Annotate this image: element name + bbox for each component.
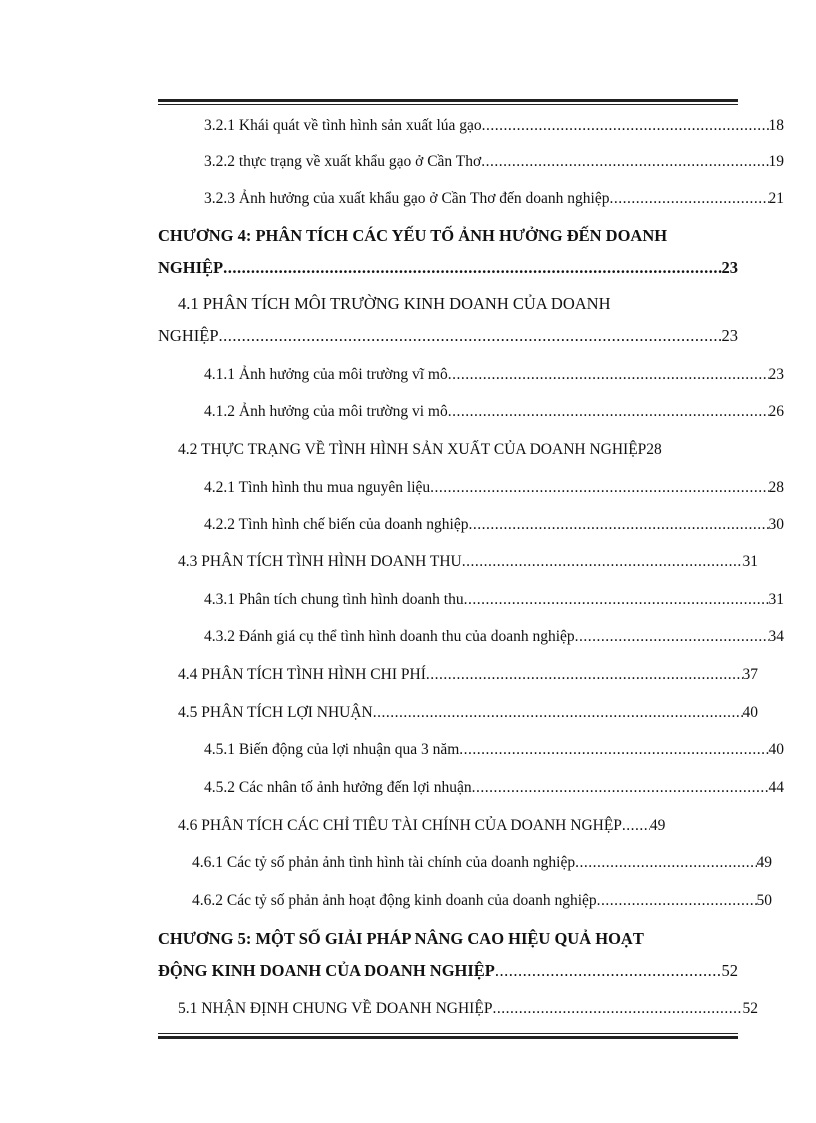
page-number: 18 xyxy=(768,117,784,134)
page-number: 21 xyxy=(768,190,784,207)
toc-section-5-1[interactable]: 5.1 NHẬN ĐỊNH CHUNG VỀ DOANH NGHIỆP ..... 52 xyxy=(158,999,758,1019)
dot-leader xyxy=(597,891,757,911)
toc-entry-3-2-3[interactable]: 3.2.3 Ảnh hưởng của xuất khẩu gạo ở Cần Thơ đến doanh nghiệp ..... 21 xyxy=(158,189,784,209)
dot-leader xyxy=(430,478,768,498)
dot-leader xyxy=(223,258,721,278)
dot-leader xyxy=(575,853,756,873)
dot-leader xyxy=(622,816,650,836)
toc-section-4-2[interactable]: 4.2 THỰC TRẠNG VỀ TÌNH HÌNH SẢN XUẤT CỦA DOANH NGHIỆP 28 xyxy=(178,441,662,458)
dot-leader xyxy=(610,189,769,209)
page-number: 23 xyxy=(721,258,738,277)
page-number: 31 xyxy=(742,553,758,570)
page-number: 31 xyxy=(768,591,784,608)
page-number: 52 xyxy=(721,961,738,980)
toc-section-4-5[interactable]: 4.5 PHÂN TÍCH LỢI NHUẬN ..... 40 xyxy=(158,703,758,723)
page-number: 44 xyxy=(768,779,784,796)
section-title: 4.1 PHÂN TÍCH MÔI TRƯỜNG KINH DOANH CỦA DOANH xyxy=(178,294,611,313)
dot-leader xyxy=(462,552,743,572)
page-number: 28 xyxy=(646,441,662,458)
dot-leader xyxy=(219,326,722,346)
page-number: 49 xyxy=(756,854,772,871)
toc-entry-4-2-2[interactable]: 4.2.2 Tình hình chế biến của doanh nghiệp ..... 30 xyxy=(158,515,784,535)
toc-entry-4-1-2[interactable]: 4.1.2 Ảnh hưởng của môi trường vi mô ..... 26 xyxy=(158,402,784,422)
bottom-double-rule xyxy=(158,1033,738,1039)
page-number: 30 xyxy=(768,516,784,533)
page-number: 37 xyxy=(742,666,758,683)
dot-leader xyxy=(472,778,769,798)
chapter-title: CHƯƠNG 4: PHÂN TÍCH CÁC YẾU TỐ ẢNH HƯỞNG ĐẾN DOANH xyxy=(158,226,668,245)
toc-section-4-1[interactable]: 4.1 PHÂN TÍCH MÔI TRƯỜNG KINH DOANH CỦA DOANH NGHIỆP ..... 23 xyxy=(158,294,738,346)
dot-leader xyxy=(495,961,722,981)
toc-chapter-4[interactable]: CHƯƠNG 4: PHÂN TÍCH CÁC YẾU TỐ ẢNH HƯỞNG ĐẾN DOANH NGHIỆP ..... 23 xyxy=(158,226,738,278)
dot-leader xyxy=(468,515,768,535)
dot-leader xyxy=(426,665,743,685)
page-number: 23 xyxy=(768,366,784,383)
dot-leader xyxy=(492,999,742,1019)
dot-leader xyxy=(575,627,769,647)
page-number: 23 xyxy=(721,326,738,345)
toc-entry-4-3-2[interactable]: 4.3.2 Đánh giá cụ thể tình hình doanh thu của doanh nghiệp ..... 34 xyxy=(158,627,784,647)
toc-section-4-6[interactable]: 4.6 PHÂN TÍCH CÁC CHỈ TIÊU TÀI CHÍNH CỦA DOANH NGHỆP ..... 49 xyxy=(158,816,758,836)
page-number: 19 xyxy=(768,153,784,170)
dot-leader xyxy=(482,116,769,136)
dot-leader xyxy=(373,703,743,723)
toc-entry-4-5-2[interactable]: 4.5.2 Các nhân tố ảnh hưởng đến lợi nhuận ..... 44 xyxy=(158,778,784,798)
page-number: 50 xyxy=(756,892,772,909)
dot-leader xyxy=(464,590,769,610)
page-number: 34 xyxy=(768,628,784,645)
toc-entry-4-2-1[interactable]: 4.2.1 Tình hình thu mua nguyên liệu ..... 28 xyxy=(158,478,784,498)
toc-chapter-5[interactable]: CHƯƠNG 5: MỘT SỐ GIẢI PHÁP NÂNG CAO HIỆU QUẢ HOẠT ĐỘNG KINH DOANH CỦA DOANH NGHIỆP ..... 52 xyxy=(158,929,738,981)
page-number: 52 xyxy=(742,1000,758,1017)
page-number: 49 xyxy=(649,817,666,834)
page-number: 28 xyxy=(768,479,784,496)
toc-entry-4-1-1[interactable]: 4.1.1 Ảnh hưởng của môi trường vĩ mô ..... 23 xyxy=(158,365,784,385)
toc-entry-3-2-2[interactable]: 3.2.2 thực trạng về xuất khẩu gạo ở Cần Thơ ..... 19 xyxy=(158,152,784,172)
toc-entry-4-6-2[interactable]: 4.6.2 Các tỷ số phản ảnh hoạt động kinh doanh của doanh nghiệp ..... 50 xyxy=(158,891,772,911)
dot-leader xyxy=(459,740,768,760)
top-double-rule xyxy=(158,99,738,105)
chapter-title: CHƯƠNG 5: MỘT SỐ GIẢI PHÁP NÂNG CAO HIỆU QUẢ HOẠT xyxy=(158,929,644,948)
toc-entry-3-2-1[interactable]: 3.2.1 Khái quát về tình hình sản xuất lúa gạo ..... 18 xyxy=(158,116,784,136)
dot-leader xyxy=(448,365,769,385)
toc-entry-4-3-1[interactable]: 4.3.1 Phân tích chung tình hình doanh thu ..... 31 xyxy=(158,590,784,610)
page-number: 40 xyxy=(742,704,758,721)
toc-entry-4-6-1[interactable]: 4.6.1 Các tỷ số phản ảnh tình hình tài chính của doanh nghiệp ..... 49 xyxy=(158,853,772,873)
toc-section-4-3[interactable]: 4.3 PHÂN TÍCH TÌNH HÌNH DOANH THU ..... 31 xyxy=(158,552,758,572)
dot-leader xyxy=(448,402,769,422)
dot-leader xyxy=(481,152,768,172)
page-number: 40 xyxy=(768,741,784,758)
toc-entry-4-5-1[interactable]: 4.5.1 Biến động của lợi nhuận qua 3 năm ..... 40 xyxy=(158,740,784,760)
toc-section-4-4[interactable]: 4.4 PHÂN TÍCH TÌNH HÌNH CHI PHÍ ..... 37 xyxy=(158,665,758,685)
page-number: 26 xyxy=(768,403,784,420)
